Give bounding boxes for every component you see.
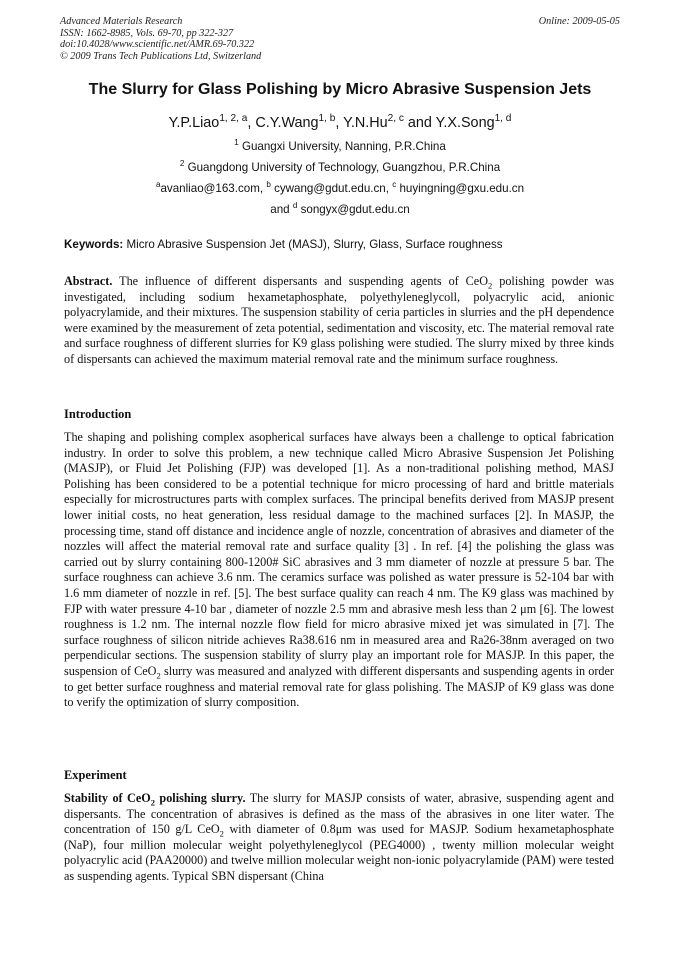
- email-address[interactable]: avanliao@163.com,: [160, 182, 267, 195]
- affiliation-superscript: 2: [179, 159, 185, 169]
- email-superscript: b: [266, 180, 271, 190]
- experiment-heading: Experiment: [64, 768, 127, 782]
- conjunction-text: and: [270, 203, 293, 216]
- author-superscript: 1, b: [318, 113, 336, 125]
- journal-name: Advanced Materials Research: [60, 16, 183, 27]
- author-list: [40, 114, 640, 132]
- copyright-line: © 2009 Trans Tech Publications Ltd, Switzerland: [60, 50, 262, 62]
- subscript: 2: [219, 828, 224, 839]
- abstract-text: polishing powder was investigated, including sodium hexametaphosphate, polyethyleneglycoll, polyacrylic acid, anionic polyacrylamide, and their mixtures. The suspension stability of ceria particles in slurries and the pH dependence were examined by the measurement of zeta potential, sedimentation and viscosity, etc. The material removal rate and surface roughness of different slurries for K9 glass polishing were studied. The slurry mixed by three kinds of dispersants can achieved the maximum material removal rate and the minimum surface roughness.: [64, 274, 615, 366]
- author-separator: and: [403, 115, 436, 131]
- author-superscript: 2, c: [387, 113, 404, 125]
- abstract: [64, 274, 614, 368]
- journal-header: [60, 16, 620, 62]
- experiment-body: [64, 791, 614, 885]
- email-superscript: d: [292, 201, 298, 211]
- author-name: Y.P.Liao: [168, 115, 220, 131]
- abstract-label: Abstract.: [64, 274, 113, 288]
- affiliation-2: [40, 161, 640, 175]
- experiment-text: The slurry for MASJP consists of water, abrasive, suspending agent and dispersants. The concentration of abrasives is defined as the mass of the abrasives in one liter water. The concentration of 150 g/L CeO: [64, 791, 614, 837]
- introduction-body: [64, 430, 614, 711]
- introduction-heading: Introduction: [64, 407, 132, 421]
- subscript: 2: [150, 797, 155, 808]
- affiliation-1: [40, 140, 640, 154]
- subsection-label-text: polishing slurry.: [155, 791, 246, 805]
- email-superscript: c: [392, 180, 397, 190]
- doi-line[interactable]: doi:10.4028/www.scientific.net/AMR.69-70.322: [60, 39, 255, 51]
- author-separator: ,: [335, 115, 344, 131]
- issn-line: ISSN: 1662-8985, Vols. 69-70, pp 322-327: [60, 27, 234, 39]
- author-name: Y.X.Song: [435, 115, 495, 131]
- email-superscript: a: [155, 180, 161, 190]
- email-line: [40, 182, 640, 196]
- subsection-label-text: Stability of CeO: [64, 791, 151, 805]
- online-date: Online: 2009-05-05: [538, 16, 620, 27]
- email-address[interactable]: cywang@gdut.edu.cn,: [270, 182, 393, 195]
- subscript: 2: [488, 280, 493, 291]
- introduction-text: slurry was measured and analyzed with different dispersants and suspending agents in order to get better surface roughness and material removal rate for glass polishing. The MASJP of K9 glass was done to verify the optimization of slurry composition.: [64, 663, 614, 710]
- keywords-text: Micro Abrasive Suspension Jet (MASJ), Slurry, Glass, Surface roughness: [123, 238, 503, 251]
- author-superscript: 1, d: [494, 113, 512, 125]
- introduction-text: The shaping and polishing complex asopherical surfaces have always been a challenge to optical fabrication industry. In order to solve this problem, a new technique called Micro Abrasive Suspension Jet Polishing (MASJP), or Fluid Jet Polishing (FJP) was developed [1]. As a non-traditional polishing method, MASJ Polishing has been considered to be a potential technique for micro processing of hard and brittle materials especially for microstructures parts with complex surfaces. The principal benefits derived from MASJP present lower initial costs, no heat generation, less residual damage to the machined surfaces [2]. In MASJP, the processing time, stand off distance and incidence angle of nozzle, concentration of abrasives and diameter of the nozzles will affect the material removal rate and surface quality [3] . In ref. [4] the polishing the glass was carried out by slurry containing 800-1200# SiC abrasives and 3 mm diameter of nozzle at pressure 5 bar. The surface roughness can achieve 3.6 nm. The ceramics surface was polished as water pressure is 52-104 bar with 1.6 mm diameter of nozzle in ref. [5]. The best surface quality can reach 4 nm. The K9 glass was machined by FJP with water pressure 4-10 bar , diameter of nozzle 2.5 mm and abrasive mesh less than 2 μm [6]. The lowest roughness is 1.2 nm. The internal nozzle flow field for micro abrasive mixed jet was simulated in [7]. The surface roughness of silicon nitride achieves Ra38.616 nm in measured area and Ra26-38nm averaged on two perpendicular sections. The suspension stability of slurry play an important role for MASJP. In this paper, the suspension of CeO: [64, 430, 614, 678]
- email-address[interactable]: huyingning@gxu.edu.cn: [396, 182, 525, 195]
- email-line-2: [40, 203, 640, 217]
- experiment-text: with diameter of 0.8μm was used for MASJP. Sodium hexametaphosphate (NaP), four million molecular weight polyethyleneglycol (PEG4000) , twenty million molecular weight polyacrylic acid (PAA20000) and twelve million molecular weight non-ionic polyacrylamide (PAM) were tested as suspending agents. Typical SBN dispersant (China: [64, 822, 614, 883]
- keywords-label: Keywords:: [64, 238, 124, 251]
- abstract-text: The influence of different dispersants and suspending agents of CeO: [112, 274, 489, 288]
- subsection-label: [64, 791, 246, 808]
- affiliation-text: Guangxi University, Nanning, P.R.China: [238, 140, 446, 153]
- affiliation-superscript: 1: [234, 138, 239, 148]
- author-separator: ,: [247, 115, 256, 131]
- author-name: Y.N.Hu: [343, 115, 388, 131]
- author-name: C.Y.Wang: [255, 115, 319, 131]
- subscript: 2: [156, 670, 161, 681]
- paper-title: The Slurry for Glass Polishing by Micro Abrasive Suspension Jets: [88, 81, 592, 98]
- affiliation-text: Guangdong University of Technology, Guangzhou, P.R.China: [184, 161, 501, 174]
- keywords: [64, 238, 624, 252]
- email-address[interactable]: songyx@gdut.edu.cn: [297, 203, 410, 216]
- author-superscript: 1, 2, a: [219, 113, 248, 125]
